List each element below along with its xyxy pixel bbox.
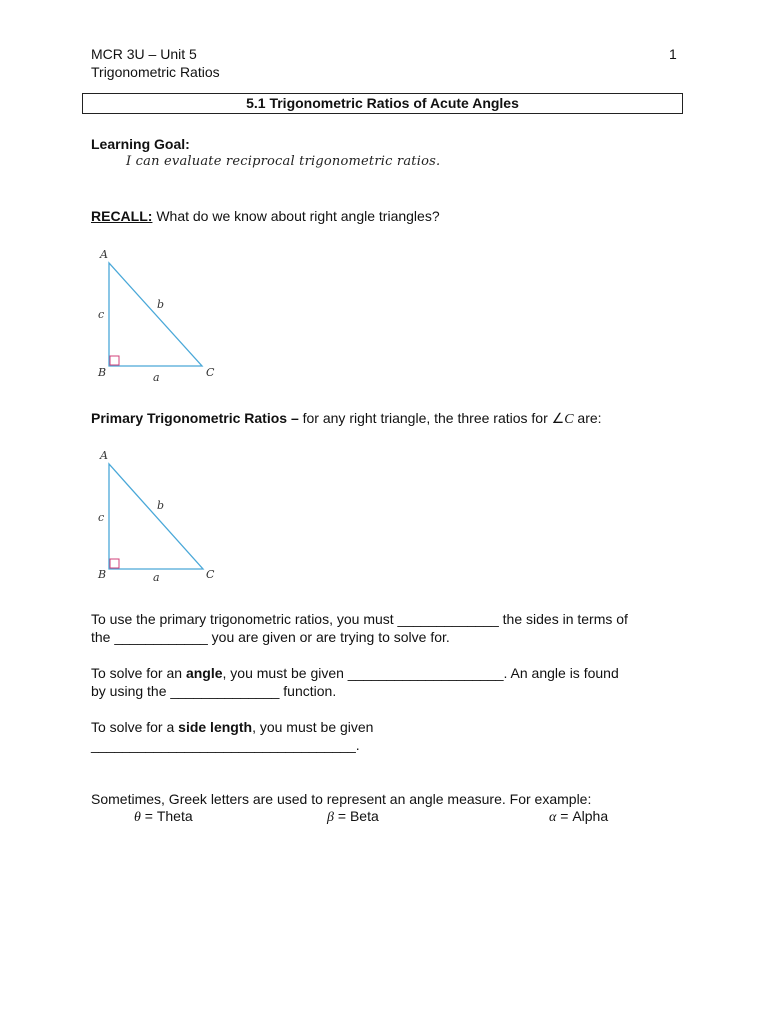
greek-intro: Sometimes, Greek letters are used to represent an angle measure. For example: <box>91 791 592 807</box>
solve-angle-line-1 <box>91 664 619 682</box>
right-angle-marker <box>110 356 119 365</box>
solve-side-line-2: __________________________________. <box>91 737 360 753</box>
learning-goal-label: Learning Goal: <box>91 136 190 152</box>
greek-alpha <box>549 807 608 827</box>
recall-label: RECALL: <box>91 208 153 224</box>
lesson-title: 5.1 Trigonometric Ratios of Acute Angles <box>82 93 683 114</box>
vertex-b-label: B <box>98 366 107 379</box>
triangle-shape <box>109 263 202 366</box>
solve-angle-post: , you must be given ____________________. An angle is found <box>222 665 619 681</box>
use-ratios-line-2: the ____________ you are given or are trying to solve for. <box>91 629 450 645</box>
solve-side-pre: To solve for a <box>91 719 179 735</box>
side-b-label: b <box>157 499 165 512</box>
recall-line <box>91 207 440 225</box>
right-angle-marker <box>110 559 119 568</box>
side-c-label: c <box>98 308 105 321</box>
theta-name: = Theta <box>140 808 193 824</box>
angle-symbol: ∠ <box>551 410 565 426</box>
beta-name: = Beta <box>333 808 379 824</box>
primary-ratios-label: Primary Trigonometric Ratios – <box>91 410 299 426</box>
side-c-label: c <box>98 511 105 524</box>
side-a-label: a <box>153 571 160 584</box>
primary-triangle-diagram <box>90 446 230 586</box>
solve-side-line-1 <box>91 718 373 736</box>
primary-ratios-line <box>91 409 602 429</box>
primary-ratios-end: are: <box>573 410 602 426</box>
side-b-label: b <box>157 298 165 311</box>
theta-symbol: θ <box>134 810 141 825</box>
alpha-symbol: α <box>549 810 557 825</box>
solve-side-post: , you must be given <box>252 719 374 735</box>
greek-theta <box>134 807 193 827</box>
solve-angle-pre: To solve for an <box>91 665 186 681</box>
beta-symbol: β <box>327 810 334 825</box>
vertex-b-label: B <box>98 568 107 581</box>
angle-keyword: angle <box>185 665 223 681</box>
unit-title: Trigonometric Ratios <box>91 64 220 80</box>
use-ratios-line-1: To use the primary trigonometric ratios, you must _____________ the sides in terms of <box>91 611 628 627</box>
learning-goal-text: I can evaluate reciprocal trigonometric ratios. <box>126 154 441 169</box>
side-length-keyword: side length <box>178 719 253 735</box>
vertex-a-label: A <box>100 449 108 462</box>
vertex-c-label: C <box>206 366 215 379</box>
recall-triangle-diagram <box>90 245 230 385</box>
page-number: 1 <box>669 46 677 62</box>
recall-question: What do we know about right angle triangles? <box>152 208 440 224</box>
primary-ratios-text: for any right triangle, the three ratios for <box>298 410 552 426</box>
vertex-c-label: C <box>206 568 215 581</box>
solve-angle-line-2: by using the ______________ function. <box>91 683 337 699</box>
greek-beta <box>327 807 379 827</box>
course-header: MCR 3U – Unit 5 <box>91 46 197 62</box>
triangle-shape <box>109 464 203 569</box>
vertex-a-label: A <box>100 248 108 261</box>
angle-letter: C <box>564 412 574 427</box>
side-a-label: a <box>153 371 160 384</box>
alpha-name: = Alpha <box>556 808 609 824</box>
